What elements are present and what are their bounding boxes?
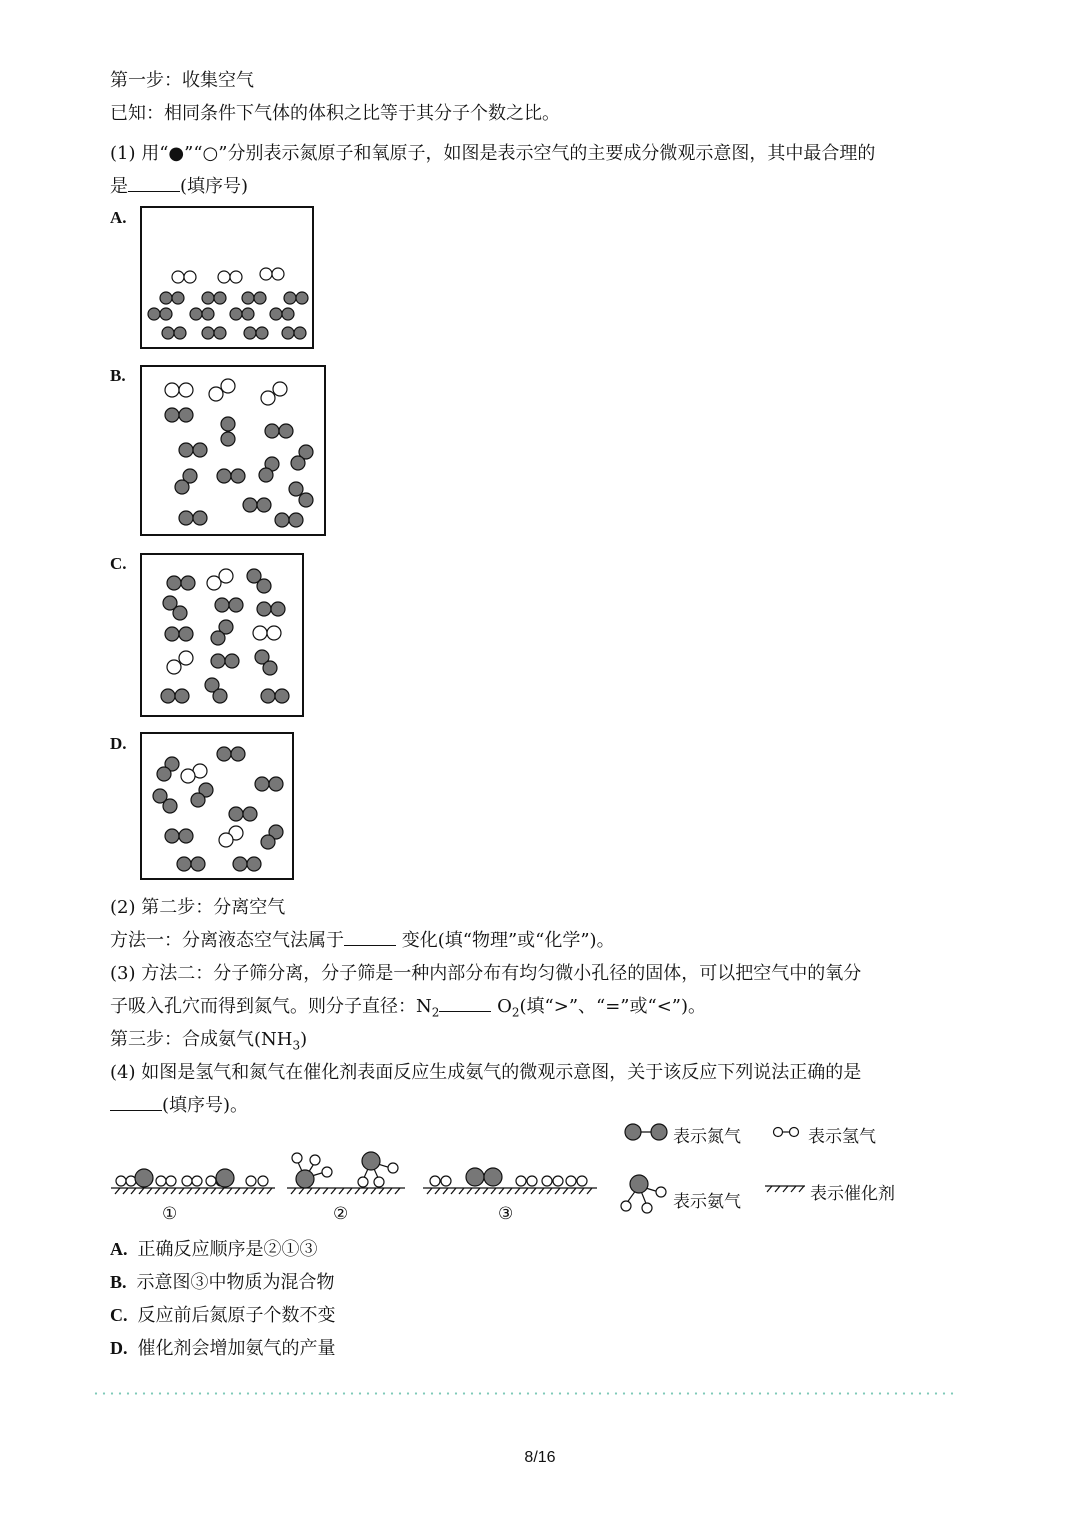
option-d-molecules [142, 734, 296, 882]
answer-blank-1 [128, 175, 180, 192]
legend-hydrogen-text: 表示氢气 [808, 1127, 876, 1147]
reaction-diagram-svg [105, 1120, 925, 1230]
question-2: (2) 第二步：分离空气 [110, 897, 286, 918]
question-3-line1: (3) 方法二：分子筛分离，分子筛是一种内部分布有均匀微小孔径的固体，可以把空气中的氧分 [110, 963, 862, 984]
answer-c-text: 反应前后氮原子个数不变 [137, 1305, 336, 1326]
step3-pre: 第三步：合成氨气(NH [110, 1029, 293, 1050]
answer-option-d [110, 1335, 336, 1362]
option-c-figure [140, 553, 304, 717]
answer-b-text: 示意图③中物质为混合物 [136, 1272, 335, 1293]
option-d-label: D. [110, 734, 127, 753]
q1-pre: 是 [110, 176, 128, 197]
option-d-figure [140, 732, 294, 880]
option-a-figure [140, 206, 314, 349]
legend-nitrogen-text: 表示氮气 [673, 1127, 741, 1147]
diagram-label-1: ① [162, 1204, 178, 1224]
nh3-subscript: 3 [292, 1038, 301, 1053]
answer-d-label: D. [110, 1338, 128, 1358]
method-1 [110, 928, 615, 954]
q3-post: (填“>”、“=”或“<”)。 [519, 996, 707, 1017]
question-3-line2 [110, 994, 706, 1026]
answer-option-b [110, 1269, 335, 1296]
option-b-label: B. [110, 366, 126, 385]
diagram-label-3: ③ [498, 1204, 514, 1224]
method1-post: 变化(填“物理”或“化学”)。 [396, 930, 615, 951]
o2-symbol: O [491, 996, 512, 1017]
question-4-line1: (4) 如图是氢气和氮气在催化剂表面反应生成氨气的微观示意图，关于该反应下列说法正确的是 [110, 1062, 862, 1083]
answer-b-label: B. [110, 1272, 127, 1292]
answer-a-label: A. [110, 1239, 128, 1259]
answer-c-label: C. [110, 1305, 128, 1325]
answer-blank-2 [344, 929, 396, 946]
option-a-label: A. [110, 208, 127, 227]
step1-heading: 第一步：收集空气 [110, 70, 254, 91]
question-1-line2 [110, 174, 248, 200]
legend-catalyst-text: 表示催化剂 [810, 1184, 895, 1204]
answer-option-c [110, 1302, 336, 1329]
page-number: 8/16 [524, 1449, 556, 1466]
q4-post: (填序号)。 [162, 1095, 249, 1116]
n2-subscript: 2 [431, 1005, 440, 1020]
legend-ammonia-text: 表示氨气 [673, 1192, 741, 1212]
reaction-diagram [105, 1120, 925, 1235]
answer-a-text: 正确反应顺序是②①③ [137, 1239, 318, 1260]
dotted-divider [92, 1392, 958, 1395]
option-c-molecules [142, 555, 306, 719]
question-4-line2 [110, 1093, 248, 1119]
known-statement: 已知：相同条件下气体的体积之比等于其分子个数之比。 [110, 103, 560, 124]
answer-d-text: 催化剂会增加氨气的产量 [137, 1338, 336, 1359]
q1-post: (填序号) [180, 176, 249, 197]
method1-pre: 方法一：分离液态空气法属于 [110, 930, 344, 951]
answer-blank-4 [110, 1094, 162, 1111]
answer-blank-3 [439, 995, 491, 1012]
option-b-molecules [142, 367, 328, 538]
diagram-label-2: ② [333, 1204, 349, 1224]
question-1-line1: (1) 用“●”“○”分别表示氮原子和氧原子，如图是表示空气的主要成分微观示意图，其中最合理的 [110, 143, 876, 164]
option-a-molecules [142, 208, 316, 351]
o2-subscript: 2 [511, 1005, 520, 1020]
option-c-label: C. [110, 554, 127, 573]
q3-pre: 子吸入孔穴而得到氮气。则分子直径：N [110, 996, 432, 1017]
answer-option-a [110, 1236, 318, 1263]
step3-heading [110, 1027, 307, 1059]
step3-post: ) [300, 1029, 308, 1050]
option-b-figure [140, 365, 326, 536]
